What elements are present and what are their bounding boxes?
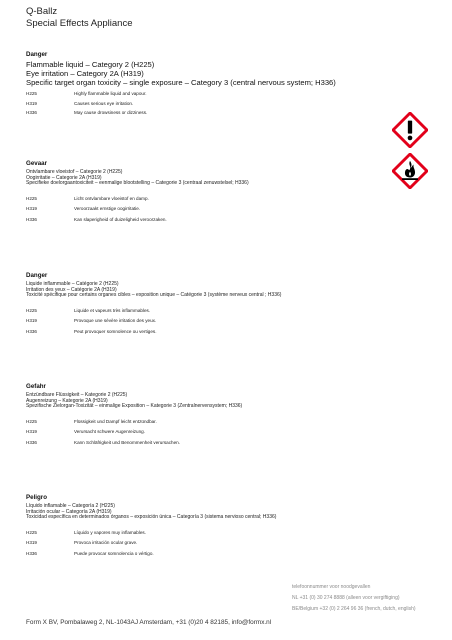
hazard-statement [26,99,366,109]
signal-word: Peligro [26,494,47,501]
hazard-text: Peut provoquer somnolence ou vertiges. [74,328,157,334]
hazard-statements [26,194,366,226]
hazard-statement [26,215,366,226]
exclamation-mark-ghs-icon [392,112,428,148]
hazard-statement [26,528,366,539]
hazard-text: Liquide et vapeurs très inflammables. [74,307,151,313]
hazard-code: H319 [26,206,37,212]
hazard-statements [26,528,366,560]
hazard-statement [26,417,366,428]
classification-line: Líquido inflamable – Categoría 2 (H225) [26,503,115,509]
signal-word: Danger [26,51,48,58]
hazard-text: Puede provocar somnolencia o vértigo. [74,550,154,556]
classification-line: Spezifische Zielorgan-Toxizität – einmalige Exposition – Kategorie 3 (Zentralnervensystem; H336) [26,403,243,410]
company-footer: Form X BV, Pombalaweg 2, NL-1043AJ Amsterdam, +31 (0)20 4 82185, info@formx.nl [26,619,272,626]
hazard-code: H225 [26,529,37,535]
classification-line: Entzündbare Flüssigkeit – Kategorie 2 (H225) [26,392,128,398]
classification-line: Eye irritation – Category 2A (H319) [26,68,144,78]
company-subtitle: Special Effects Appliance [26,18,133,29]
classification-line: Augenreizung – Kategorie 2A (H319) [26,397,108,404]
signal-word: Gevaar [26,160,47,167]
hazard-statement [26,306,366,317]
hazard-text: Provoca irritación ocular grave. [74,540,138,546]
flame-ghs-icon [392,153,428,189]
classification-line: Irritation des yeux – Catégorie 2A (H319) [26,286,117,293]
ghs-pictograms [392,112,436,194]
hazard-code: H336 [26,550,37,556]
classification-line: Irritación ocular – Categoría 2A (H319) [26,508,112,515]
hazard-text: Kan slaperigheid of duizeligheid veroorzaken. [74,216,167,222]
classification-line: Specific target organ toxicity – single exposure – Category 3 (central nervous system; H336) [26,77,336,87]
hazard-code: H225 [26,91,37,97]
company-name: Q-Ballz [26,6,58,17]
classification-line: Toxicidad específica en determinados órganos – exposición única – Categoría 3 (sistema nervioso central; H336) [26,514,277,521]
hazard-statement [26,89,366,99]
hazard-code: H319 [26,540,37,546]
signal-word: Danger [26,272,48,279]
hazard-statement [26,316,366,327]
hazard-text: Highly flammable liquid and vapour. [74,91,147,97]
hazard-text: Kann Schläfrigkeit und Benommenheit verursachen. [74,439,180,445]
emergency-be: BE/Belgium +32 (0) 2 264 96 36 (french, dutch, english) [292,606,416,612]
hazard-section-es [26,494,366,559]
hazard-text: Licht ontvlambare vloeistof en damp. [74,195,149,201]
hazard-code: H336 [26,110,37,116]
hazard-statement [26,538,366,549]
hazard-code: H336 [26,216,37,222]
hazard-code: H225 [26,195,37,201]
hazard-code: H336 [26,439,37,445]
classification-line: Oogirritatie – Categorie 2A (H319) [26,174,102,181]
hazard-statement [26,204,366,215]
signal-word: Gefahr [26,383,46,390]
hazard-section-de [26,383,366,448]
hazard-code: H319 [26,100,37,106]
hazard-text: May cause drowsiness or dizziness. [74,110,148,116]
hazard-section-nl [26,160,366,225]
hazard-text: Causes serious eye irritation. [74,100,134,106]
hazard-text: Verursacht schwere Augenreizung. [74,429,145,435]
classification-line: Ontvlambare vloeistof – Categorie 2 (H225) [26,169,123,175]
emergency-title: telefoonnummer voor noodgevallen [292,584,371,590]
emergency-nl: NL +31 (0) 30 274 8888 (alleen voor vergiftiging) [292,595,400,601]
hazard-statement [26,549,366,560]
hazard-statement [26,194,366,205]
hazard-code: H319 [26,429,37,435]
classification-line: Specifieke doelorgaantoxiciteit – eenmalige blootstelling – Categorie 3 (centraal zenuwstelsel; H336) [26,180,249,187]
hazard-statement [26,108,366,118]
emergency-contacts [292,582,416,615]
company-header [26,6,133,30]
classification-line: Toxicité spécifique pour certains organes cibles – exposition unique – Catégorie 3 (système nerveux central ; H336) [26,292,282,299]
hazard-code: H319 [26,318,37,324]
classification-line: Flammable liquid – Category 2 (H225) [26,60,155,69]
hazard-text: Flüssigkeit und Dampf leicht entzündbar. [74,418,157,424]
hazard-statement [26,438,366,449]
hazard-code: H225 [26,418,37,424]
hazard-statement [26,327,366,338]
hazard-section-fr [26,272,366,337]
hazard-statements [26,89,366,118]
hazard-section-en [26,51,366,118]
hazard-statement [26,427,366,438]
hazard-code: H336 [26,328,37,334]
hazard-statements [26,306,366,338]
classification-line: Liquide inflammable – Catégorie 2 (H225) [26,281,119,287]
hazard-text: Líquido y vapores muy inflamables. [74,529,147,535]
hazard-text: Veroorzaakt ernstige oogirritatie. [74,206,141,212]
hazard-code: H225 [26,307,37,313]
hazard-text: Provoque une sévère irritation des yeux. [74,318,157,324]
hazard-statements [26,417,366,449]
